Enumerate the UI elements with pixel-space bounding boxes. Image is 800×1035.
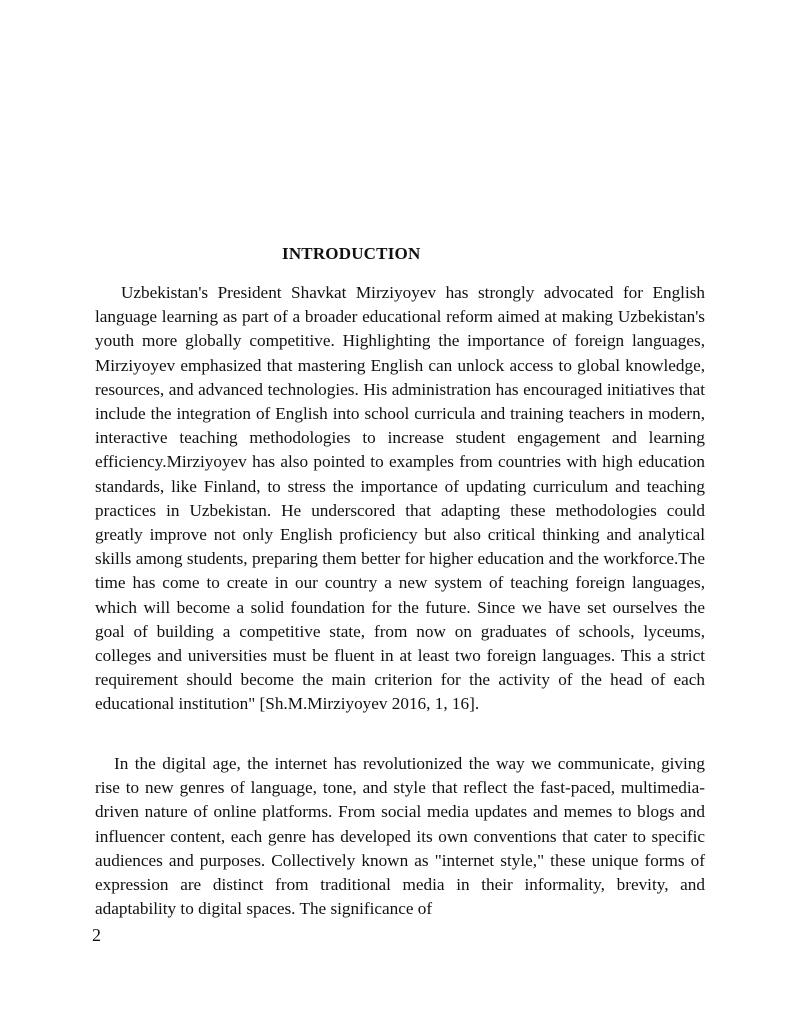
body-paragraph-2: In the digital age, the internet has revolutionized the way we communicate, giving rise to new genres of language, tone, and style that reflect the fast-paced, multimedia-driven nature of online platforms. From social media updates and memes to blogs and influencer content, each genre has developed its own conventions that cater to specific audiences and purposes. Collectively known as "internet style," these unique forms of expression are distinct from traditional media in their informality, brevity, and adaptability to digital spaces. The significance of [95, 754, 705, 919]
body-paragraph-1: Uzbekistan's President Shavkat Mirziyoyev has strongly advocated for English language learning as part of a broader educational reform aimed at making Uzbekistan's youth more globally competitive. Highlighting the importance of foreign languages, Mirziyoyev emphasized that mastering English can unlock access to global knowledge, resources, and advanced technologies. His administration has encouraged initiatives that include the integration of English into school curricula and training teachers in modern, interactive teaching methodologies to increase student engagement and learning efficiency.Mirziyoyev has also pointed to examples from countries with high education standards, like Finland, to stress the importance of updating curriculum and teaching practices in Uzbekistan. He underscored that adapting these methodologies could greatly improve not only English proficiency but also critical thinking and analytical skills among students, preparing them better for higher education and the workforce.The time has come to create in our country a new system of teaching foreign languages, which will become a solid foundation for the future. Since we have set ourselves the goal of building a competitive state, from now on graduates of schools, lyceums, colleges and universities must be fluent in at least two foreign languages. This a strict requirement should become the main criterion for the activity of the head of each educational institution" [Sh.M.Mirziyoyev 2016, 1, 16]. [95, 283, 705, 714]
section-heading: INTRODUCTION [282, 244, 421, 263]
page-number: 2 [92, 925, 101, 945]
